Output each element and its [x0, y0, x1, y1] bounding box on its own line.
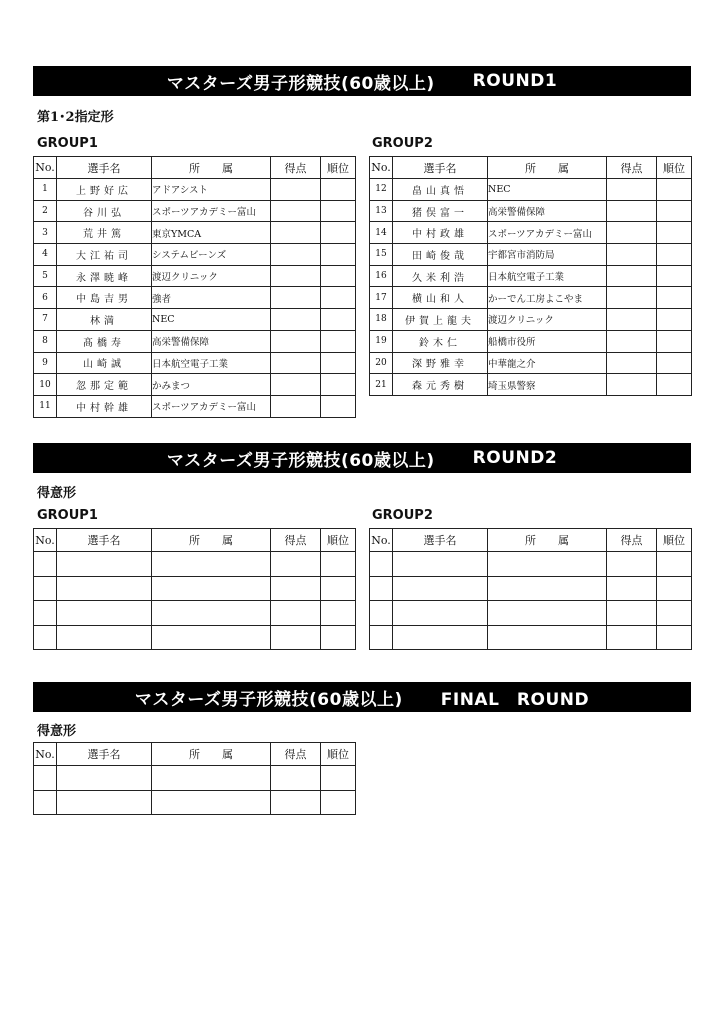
entry-no: 15: [370, 244, 393, 266]
round2-subtitle: 得意形: [37, 486, 77, 501]
col-no-header: No.: [370, 529, 393, 552]
table-row: [370, 287, 692, 309]
entry-no: [34, 552, 57, 577]
entry-affiliation: 渡辺クリニック: [152, 265, 271, 287]
entry-affiliation: かみまつ: [152, 374, 271, 396]
entry-affiliation: 渡辺クリニック: [488, 309, 607, 331]
final-subtitle: 得意形: [37, 724, 77, 739]
entry-name: 忽那定範: [57, 374, 152, 396]
entry-score: [271, 330, 321, 352]
entry-no: 7: [34, 309, 57, 331]
entry-no: 21: [370, 374, 393, 396]
entry-score: [607, 601, 657, 626]
entry-affiliation: 埼玉県警察: [488, 374, 607, 396]
entry-affiliation: [152, 790, 271, 815]
entry-no: [370, 576, 393, 601]
col-affiliation-header: 所 属: [152, 529, 271, 552]
col-rank-header: 順位: [657, 157, 692, 179]
table-row: [370, 222, 692, 244]
entry-affiliation: [488, 552, 607, 577]
empty-row: [34, 552, 356, 577]
entry-affiliation: アドアシスト: [152, 179, 271, 201]
entry-affiliation: 日本航空電子工業: [488, 265, 607, 287]
entry-name: [57, 625, 152, 650]
col-name-header: 選手名: [393, 529, 488, 552]
entry-name: [57, 766, 152, 791]
entry-rank: [657, 352, 692, 374]
entry-score: [607, 222, 657, 244]
entry-name: 深野雅幸: [393, 352, 488, 374]
entry-score: [271, 287, 321, 309]
entry-no: [370, 625, 393, 650]
entry-no: [370, 552, 393, 577]
entry-no: 2: [34, 200, 57, 222]
entry-score: [607, 330, 657, 352]
table-row: [34, 330, 356, 352]
entry-rank: [321, 552, 356, 577]
entry-rank: [321, 222, 356, 244]
col-no-header: No.: [34, 743, 57, 766]
col-rank-header: 順位: [657, 529, 692, 552]
col-rank-header: 順位: [321, 157, 356, 179]
header-row: [370, 529, 692, 552]
col-no-header: No.: [370, 157, 393, 179]
col-name-header: 選手名: [393, 157, 488, 179]
entry-affiliation: 強者: [152, 287, 271, 309]
entry-rank: [657, 552, 692, 577]
entry-score: [271, 576, 321, 601]
entry-no: 18: [370, 309, 393, 331]
entry-no: 19: [370, 330, 393, 352]
final-title: マスターズ男子形競技(60歳以上): [134, 689, 403, 710]
round2-group1-table: [33, 528, 356, 650]
entry-name: 中村幹雄: [57, 395, 152, 417]
entry-rank: [321, 179, 356, 201]
entry-no: 4: [34, 244, 57, 266]
round2-group1-label: GROUP1: [37, 508, 98, 523]
entry-affiliation: 船橋市役所: [488, 330, 607, 352]
round1-group1-table: [33, 156, 356, 418]
entry-no: 5: [34, 265, 57, 287]
entry-name: 久米利浩: [393, 265, 488, 287]
entry-no: 10: [34, 374, 57, 396]
entry-name: [393, 552, 488, 577]
final-table: [33, 742, 356, 815]
table-row: [370, 179, 692, 201]
entry-rank: [321, 200, 356, 222]
entry-score: [271, 265, 321, 287]
table-row: [370, 265, 692, 287]
col-affiliation-header: 所 属: [152, 157, 271, 179]
entry-score: [607, 552, 657, 577]
col-rank-header: 順位: [321, 529, 356, 552]
round2-title: マスターズ男子形競技(60歳以上): [166, 450, 435, 471]
table-row: [34, 200, 356, 222]
entry-name: [57, 552, 152, 577]
entry-name: [393, 576, 488, 601]
table-row: [370, 374, 692, 396]
table-row: [34, 352, 356, 374]
entry-affiliation: スポーツアカデミー富山: [152, 395, 271, 417]
entry-no: 11: [34, 395, 57, 417]
empty-row: [34, 625, 356, 650]
entry-score: [271, 766, 321, 791]
round1-group2-table: [369, 156, 692, 396]
entry-score: [607, 625, 657, 650]
entry-score: [271, 374, 321, 396]
entry-name: 山崎誠: [57, 352, 152, 374]
header-row: [34, 157, 356, 179]
round1-banner: [33, 66, 691, 96]
entry-rank: [321, 625, 356, 650]
table-row: [370, 352, 692, 374]
round2-round-label: ROUND2: [472, 448, 558, 468]
entry-no: [370, 601, 393, 626]
entry-no: [34, 601, 57, 626]
col-name-header: 選手名: [57, 157, 152, 179]
col-affiliation-header: 所 属: [488, 157, 607, 179]
entry-affiliation: 中華龍之介: [488, 352, 607, 374]
entry-name: [57, 601, 152, 626]
entry-rank: [657, 244, 692, 266]
entry-score: [271, 601, 321, 626]
entry-name: 鈴木仁: [393, 330, 488, 352]
entry-rank: [657, 222, 692, 244]
table-row: [370, 309, 692, 331]
entry-affiliation: [152, 766, 271, 791]
col-affiliation-header: 所 属: [488, 529, 607, 552]
entry-name: [57, 790, 152, 815]
col-score-header: 得点: [607, 529, 657, 552]
entry-score: [271, 309, 321, 331]
entry-affiliation: [152, 601, 271, 626]
entry-rank: [321, 352, 356, 374]
entry-rank: [321, 330, 356, 352]
col-score-header: 得点: [271, 743, 321, 766]
round1-group1-label: GROUP1: [37, 136, 98, 151]
table-row: [370, 200, 692, 222]
col-no-header: No.: [34, 529, 57, 552]
header-row: [34, 743, 356, 766]
entry-rank: [321, 287, 356, 309]
entry-score: [607, 244, 657, 266]
entry-name: 伊賀上龍夫: [393, 309, 488, 331]
entry-score: [271, 200, 321, 222]
entry-name: 谷川弘: [57, 200, 152, 222]
empty-row: [34, 576, 356, 601]
entry-rank: [657, 265, 692, 287]
entry-score: [271, 244, 321, 266]
entry-rank: [321, 309, 356, 331]
entry-affiliation: スポーツアカデミー富山: [152, 200, 271, 222]
table-row: [34, 395, 356, 417]
entry-no: 3: [34, 222, 57, 244]
entry-name: 林満: [57, 309, 152, 331]
empty-row: [34, 601, 356, 626]
entry-affiliation: 東京YMCA: [152, 222, 271, 244]
header-row: [34, 529, 356, 552]
entry-rank: [657, 179, 692, 201]
entry-affiliation: スポーツアカデミー富山: [488, 222, 607, 244]
table-row: [34, 265, 356, 287]
entry-affiliation: NEC: [152, 309, 271, 331]
table-row: [34, 309, 356, 331]
entry-rank: [321, 790, 356, 815]
entry-score: [271, 790, 321, 815]
entry-name: 大江祐司: [57, 244, 152, 266]
entry-rank: [657, 601, 692, 626]
empty-row: [370, 576, 692, 601]
entry-rank: [321, 244, 356, 266]
entry-rank: [657, 374, 692, 396]
entry-score: [271, 222, 321, 244]
entry-score: [607, 287, 657, 309]
table-row: [34, 222, 356, 244]
round2-group2-label: GROUP2: [372, 508, 433, 523]
round1-title: マスターズ男子形競技(60歳以上): [166, 73, 435, 94]
entry-affiliation: 宇都宮市消防局: [488, 244, 607, 266]
entry-affiliation: [488, 576, 607, 601]
table-row: [370, 330, 692, 352]
entry-score: [271, 179, 321, 201]
entry-rank: [657, 576, 692, 601]
entry-no: 1: [34, 179, 57, 201]
col-rank-header: 順位: [321, 743, 356, 766]
entry-name: [393, 601, 488, 626]
entry-rank: [321, 576, 356, 601]
header-row: [370, 157, 692, 179]
entry-no: 9: [34, 352, 57, 374]
entry-rank: [657, 200, 692, 222]
entry-score: [607, 374, 657, 396]
entry-affiliation: かーでん工房よこやま: [488, 287, 607, 309]
round1-round-label: ROUND1: [472, 71, 558, 91]
entry-score: [271, 395, 321, 417]
entry-affiliation: [152, 625, 271, 650]
col-name-header: 選手名: [57, 529, 152, 552]
entry-score: [271, 625, 321, 650]
entry-name: 田崎俊哉: [393, 244, 488, 266]
col-score-header: 得点: [607, 157, 657, 179]
entry-no: 13: [370, 200, 393, 222]
round2-banner: [33, 443, 691, 473]
empty-row: [34, 766, 356, 791]
entry-rank: [657, 309, 692, 331]
empty-row: [370, 601, 692, 626]
table-row: [34, 287, 356, 309]
entry-name: 横山和人: [393, 287, 488, 309]
entry-score: [271, 352, 321, 374]
entry-name: 上野好広: [57, 179, 152, 201]
empty-row: [370, 552, 692, 577]
entry-no: 20: [370, 352, 393, 374]
entry-score: [271, 552, 321, 577]
round1-subtitle: 第1･2指定形: [37, 110, 114, 125]
entry-name: 永澤暁峰: [57, 265, 152, 287]
table-row: [34, 244, 356, 266]
final-banner: [33, 682, 691, 712]
entry-name: 森元秀樹: [393, 374, 488, 396]
entry-no: [34, 576, 57, 601]
entry-rank: [321, 374, 356, 396]
empty-row: [370, 625, 692, 650]
entry-rank: [657, 330, 692, 352]
entry-name: 中島吉男: [57, 287, 152, 309]
entry-affiliation: [152, 552, 271, 577]
entry-name: [57, 576, 152, 601]
entry-rank: [321, 766, 356, 791]
col-score-header: 得点: [271, 529, 321, 552]
entry-affiliation: システムビーンズ: [152, 244, 271, 266]
entry-affiliation: 日本航空電子工業: [152, 352, 271, 374]
col-score-header: 得点: [271, 157, 321, 179]
entry-no: 12: [370, 179, 393, 201]
col-no-header: No.: [34, 157, 57, 179]
table-row: [34, 179, 356, 201]
entry-no: 17: [370, 287, 393, 309]
entry-rank: [321, 395, 356, 417]
entry-score: [607, 352, 657, 374]
entry-affiliation: NEC: [488, 179, 607, 201]
entry-score: [607, 200, 657, 222]
entry-score: [607, 576, 657, 601]
entry-affiliation: [488, 625, 607, 650]
entry-no: 14: [370, 222, 393, 244]
entry-score: [607, 265, 657, 287]
col-affiliation-header: 所 属: [152, 743, 271, 766]
entry-affiliation: 高栄警備保障: [488, 200, 607, 222]
entry-score: [607, 179, 657, 201]
entry-name: 髙橋寿: [57, 330, 152, 352]
final-round-label: FINAL ROUND: [440, 689, 590, 710]
round2-group2-table: [369, 528, 692, 650]
entry-name: 畠山真悟: [393, 179, 488, 201]
col-name-header: 選手名: [57, 743, 152, 766]
entry-rank: [321, 601, 356, 626]
entry-name: [393, 625, 488, 650]
entry-affiliation: 高栄警備保障: [152, 330, 271, 352]
entry-affiliation: [488, 601, 607, 626]
entry-no: [34, 790, 57, 815]
entry-rank: [657, 625, 692, 650]
entry-name: 中村政雄: [393, 222, 488, 244]
entry-score: [607, 309, 657, 331]
empty-row: [34, 790, 356, 815]
entry-no: 8: [34, 330, 57, 352]
table-row: [34, 374, 356, 396]
round1-group2-label: GROUP2: [372, 136, 433, 151]
table-row: [370, 244, 692, 266]
entry-no: [34, 766, 57, 791]
entry-rank: [321, 265, 356, 287]
entry-name: 荒井篤: [57, 222, 152, 244]
entry-name: 猪俣富一: [393, 200, 488, 222]
entry-no: [34, 625, 57, 650]
entry-rank: [657, 287, 692, 309]
entry-no: 6: [34, 287, 57, 309]
entry-affiliation: [152, 576, 271, 601]
entry-no: 16: [370, 265, 393, 287]
